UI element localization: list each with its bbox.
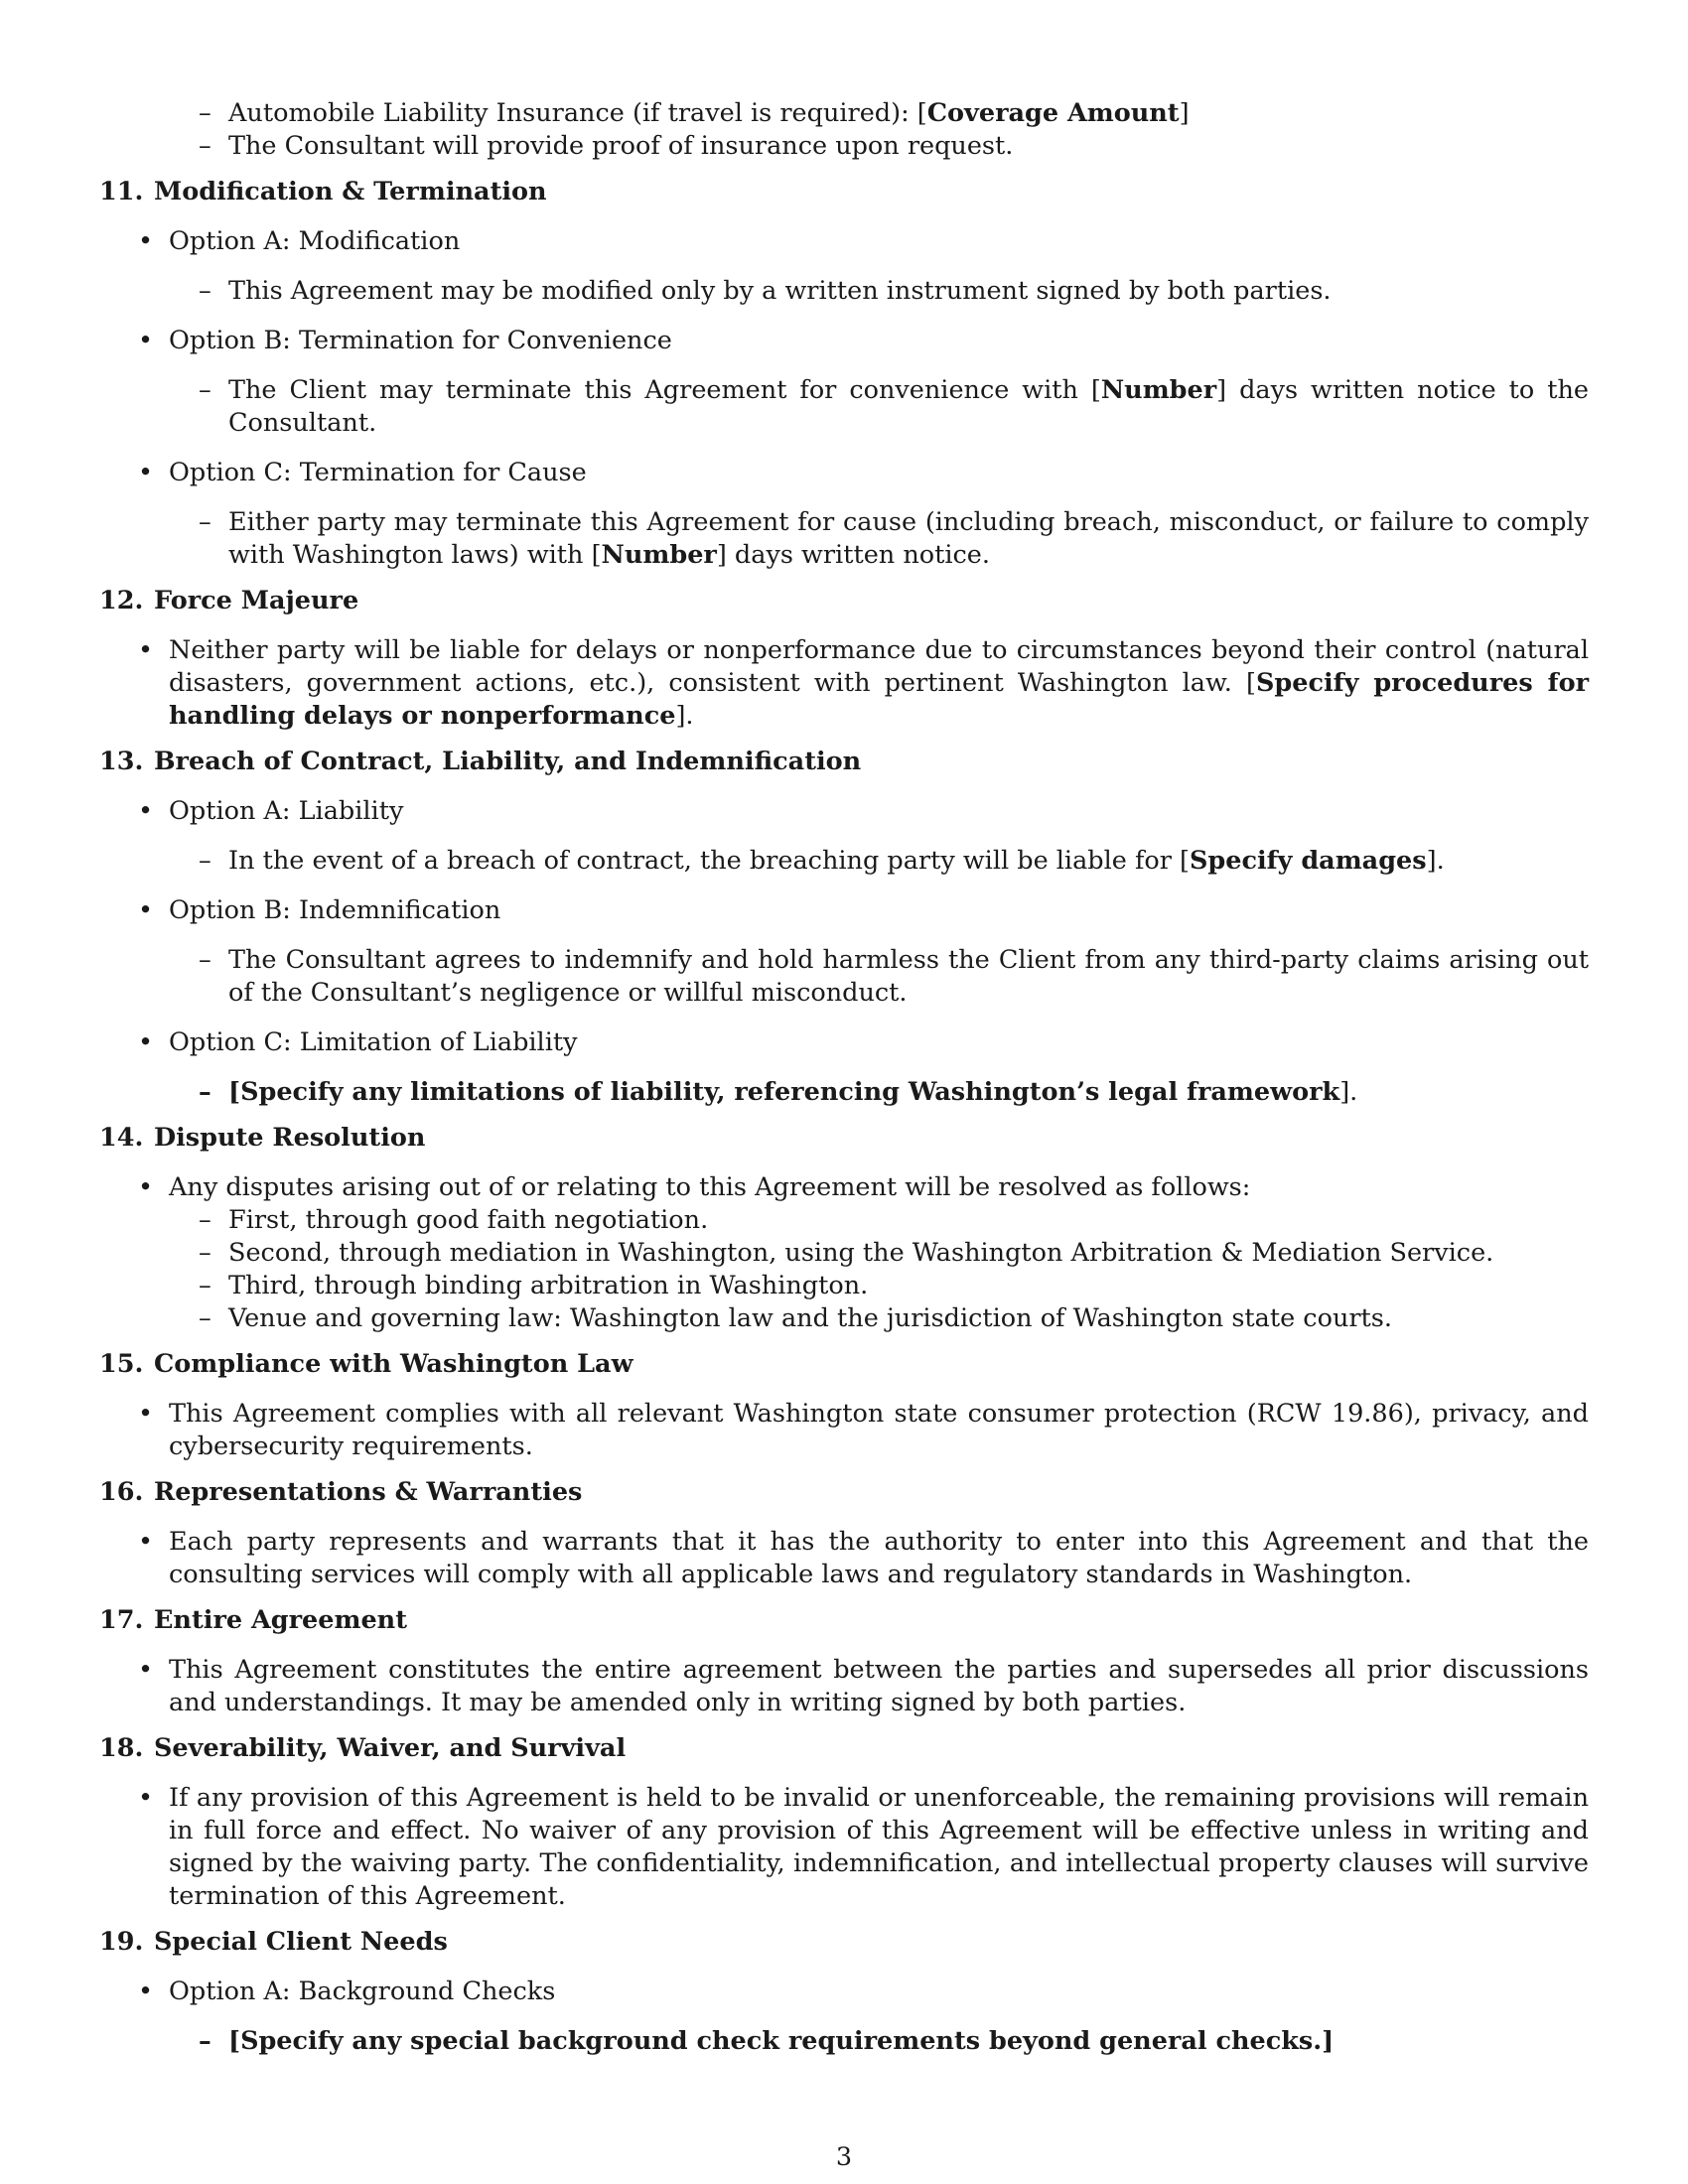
list-item: [99, 1782, 1589, 1913]
section-title: Modification & Termination: [154, 177, 547, 206]
item-text: ]: [1179, 98, 1190, 128]
item-text: Neither party will be liable for delays or nonperformance due to circumstances beyond their control (natural disasters, government actions, etc.), consistent with pertinent Washington law. [: [169, 635, 1589, 698]
section-title: Representations & Warranties: [154, 1477, 583, 1507]
dispute-step: [99, 1302, 1589, 1335]
item-text: The Client may terminate this Agreement for convenience with [: [228, 375, 1101, 405]
section-number: 12.: [99, 586, 144, 615]
placeholder-text: Number: [601, 540, 717, 570]
placeholder-text: Number: [1100, 375, 1217, 405]
list-item: [99, 1171, 1589, 1204]
item-text: This Agreement complies with all relevant Washington state consumer protection (RCW 19.86), privacy, and cybersecurity requirements.: [169, 1399, 1589, 1461]
item-text: Automobile Liability Insurance (if travel is required): [: [228, 98, 927, 128]
section-title: Entire Agreement: [154, 1605, 407, 1635]
item-text: First, through good faith negotiation.: [228, 1205, 709, 1235]
item-text: This Agreement constitutes the entire agreement between the parties and supersedes all prior discussions and understandings. It may be amended only in writing signed by both parties.: [169, 1655, 1589, 1717]
option-label: Option C: Termination for Cause: [169, 458, 587, 487]
option-c-termination-cause: [99, 457, 1589, 489]
list-item: [99, 634, 1589, 733]
item-text: ] days written notice to the Consultant.: [228, 375, 1589, 438]
placeholder-text: Specify any limitations of liability, referencing Washington’s legal framework: [240, 1077, 1340, 1107]
item-text: ].: [1339, 1077, 1358, 1107]
item-text: This Agreement may be modified only by a written instrument signed by both parties.: [228, 276, 1332, 306]
list-item: [99, 374, 1589, 440]
section-number: 17.: [99, 1605, 144, 1635]
section-heading-13: [99, 746, 1589, 778]
list-item: [99, 1076, 1589, 1109]
item-text: Third, through binding arbitration in Washington.: [228, 1271, 869, 1300]
insurance-proof-item: [99, 130, 1589, 163]
item-text: The Consultant will provide proof of insurance upon request.: [228, 131, 1014, 161]
option-label: Option C: Limitation of Liability: [169, 1027, 578, 1057]
option-label: Option B: Indemnification: [169, 895, 501, 925]
list-item: [99, 944, 1589, 1010]
list-item: [99, 1654, 1589, 1719]
section-title: Special Client Needs: [154, 1927, 448, 1957]
section-heading-17: [99, 1604, 1589, 1637]
section-title: Breach of Contract, Liability, and Indemnification: [154, 747, 862, 776]
section-number: 18.: [99, 1733, 144, 1763]
section-number: 15.: [99, 1349, 144, 1379]
placeholder-text: [Specify any special background check requirements beyond general checks.]: [228, 2026, 1335, 2056]
list-item: [99, 1398, 1589, 1463]
list-item: [99, 506, 1589, 572]
insurance-auto-item: [99, 97, 1589, 130]
option-a-modification: [99, 225, 1589, 258]
page-number: 3: [835, 2142, 853, 2172]
item-text: Either party may terminate this Agreement for cause (including breach, misconduct, or failure to comply with Washington laws) with [: [228, 507, 1589, 570]
option-a-background-checks: [99, 1976, 1589, 2008]
option-a-liability: [99, 795, 1589, 828]
section-heading-16: [99, 1476, 1589, 1509]
section-title: Dispute Resolution: [154, 1123, 426, 1153]
item-text: ].: [675, 701, 694, 731]
section-number: 14.: [99, 1123, 144, 1153]
dispute-step: [99, 1270, 1589, 1302]
section-title: Force Majeure: [154, 586, 359, 615]
item-text: The Consultant agrees to indemnify and hold harmless the Client from any third-party claims arising out of the Consultant’s negligence or willful misconduct.: [228, 945, 1589, 1008]
item-text: Venue and governing law: Washington law and the jurisdiction of Washington state courts.: [228, 1303, 1392, 1333]
item-text: Each party represents and warrants that it has the authority to enter into this Agreement and that the consulting services will comply with all applicable laws and regulatory standards in Washington.: [169, 1527, 1589, 1589]
section-title: Compliance with Washington Law: [154, 1349, 633, 1379]
option-label: Option A: Liability: [169, 796, 404, 826]
option-c-limitation: [99, 1026, 1589, 1059]
section-number: 11.: [99, 177, 144, 206]
section-number: 13.: [99, 747, 144, 776]
section-heading-12: [99, 585, 1589, 617]
section-number: 19.: [99, 1927, 144, 1957]
option-b-termination-convenience: [99, 325, 1589, 357]
option-label: Option A: Modification: [169, 226, 461, 256]
placeholder-text: Coverage Amount: [926, 98, 1180, 128]
item-text: Any disputes arising out of or relating to this Agreement will be resolved as follows:: [169, 1172, 1251, 1202]
document-page: [99, 97, 1589, 2058]
item-text: [: [228, 1077, 241, 1107]
list-item: [99, 1526, 1589, 1591]
dispute-step: [99, 1237, 1589, 1270]
section-heading-15: [99, 1348, 1589, 1381]
option-label: Option B: Termination for Convenience: [169, 326, 672, 355]
placeholder-text: Specify procedures for handling delays or nonperformance: [169, 668, 1590, 731]
dispute-step: [99, 1204, 1589, 1237]
section-heading-18: [99, 1732, 1589, 1765]
list-item: [99, 845, 1589, 878]
item-text: If any provision of this Agreement is held to be invalid or unenforceable, the remaining provisions will remain in full force and effect. No waiver of any provision of this Agreement will be effective unless in writing and signed by the waiving party. The confidentiality, indemnification, and intellectual property clauses will survive termination of this Agreement.: [169, 1783, 1589, 1911]
list-item: [99, 275, 1589, 308]
item-text: In the event of a breach of contract, the breaching party will be liable for [: [228, 846, 1190, 876]
section-heading-11: [99, 176, 1589, 208]
item-text: ] days written notice.: [716, 540, 990, 570]
section-heading-19: [99, 1926, 1589, 1959]
option-label: Option A: Background Checks: [169, 1977, 556, 2006]
placeholder-text: Specify damages: [1190, 846, 1427, 876]
section-title: Severability, Waiver, and Survival: [154, 1733, 627, 1763]
option-b-indemnification: [99, 894, 1589, 927]
section-number: 16.: [99, 1477, 144, 1507]
item-text: Second, through mediation in Washington, using the Washington Arbitration & Mediation Service.: [228, 1238, 1494, 1268]
section-heading-14: [99, 1122, 1589, 1155]
item-text: ].: [1426, 846, 1445, 876]
list-item: [99, 2025, 1589, 2058]
